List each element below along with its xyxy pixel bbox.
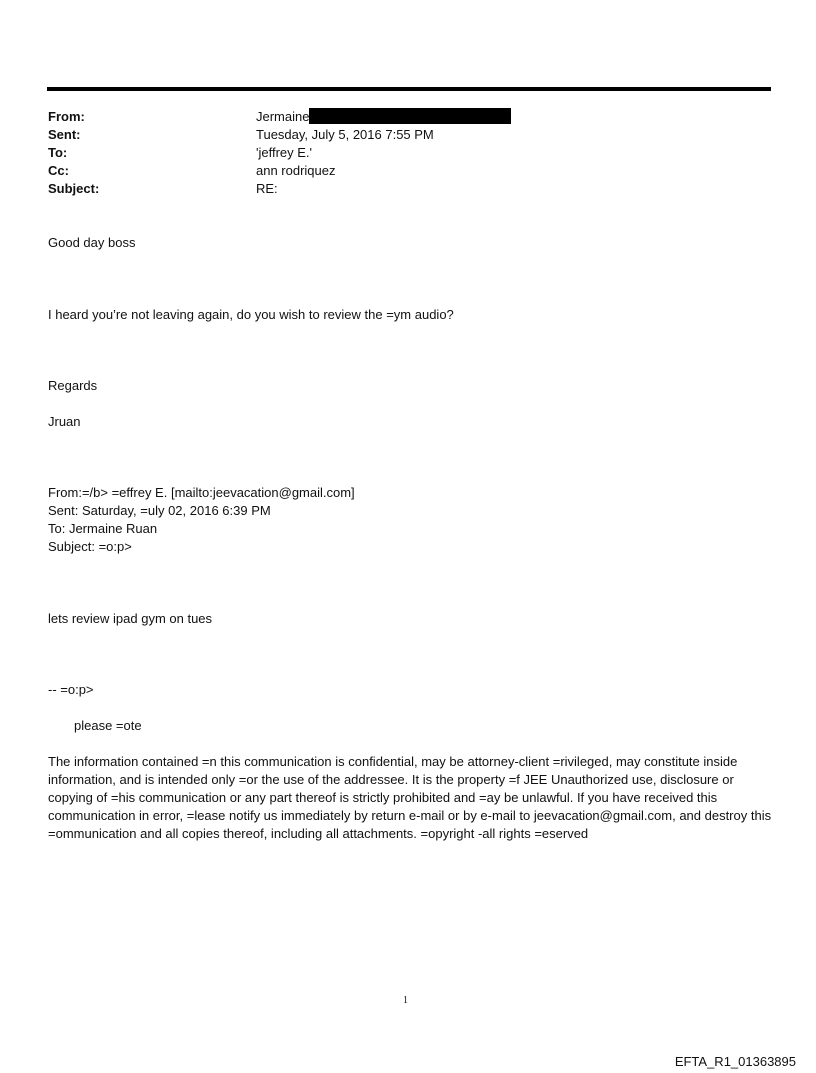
sent-label: Sent: <box>48 127 81 142</box>
quoted-subject-line: Subject: =o:p> <box>48 539 132 554</box>
from-label: From: <box>48 109 85 124</box>
to-value: 'jeffrey E.' <box>256 145 313 160</box>
quoted-message: lets review ipad gym on tues <box>48 611 213 626</box>
header-to-row <box>48 144 768 162</box>
body-regards: Regards <box>48 378 98 393</box>
header-rule <box>47 87 771 91</box>
from-value <box>256 108 511 126</box>
subject-label: Subject: <box>48 181 100 196</box>
header-cc-row <box>48 162 768 180</box>
body-greeting: Good day boss <box>48 235 136 250</box>
quoted-to-line: To: Jermaine Ruan <box>48 521 158 536</box>
quoted-separator: -- =o:p> <box>48 682 94 697</box>
document-id: EFTA_R1_01363895 <box>674 1054 796 1069</box>
page-number: 1 <box>403 995 408 1006</box>
confidentiality-disclaimer: The information contained =n this communication is confidential, may be attorney-client =rivileged, may constitute inside information, and is intended only =or the use of the addressee. It is the property =f JEE Unauthorized use, disclosure or copying of =his communication or any part thereof is strictly prohibited and =ay be unlawful. If you have received this communication in error, =lease notify us immediately by return e-mail or by e-mail to jeevacation@gmail.com, and destroy this =ommunication and all copies thereof, including all attachments. =opyright -all rights =eserved <box>48 754 772 841</box>
header-from-row <box>48 108 768 126</box>
sent-value: Tuesday, July 5, 2016 7:55 PM <box>256 127 434 142</box>
header-subject-row <box>48 180 768 198</box>
redaction-bar <box>309 108 511 124</box>
cc-label: Cc: <box>48 163 69 178</box>
to-label: To: <box>48 145 68 160</box>
cc-value: ann rodriquez <box>256 163 336 178</box>
from-name: Jermaine <box>256 109 310 124</box>
body-question: I heard you’re not leaving again, do you wish to review the =ym audio? <box>48 307 454 322</box>
quoted-sent-line: Sent: Saturday, =uly 02, 2016 6:39 PM <box>48 503 271 518</box>
subject-value: RE: <box>256 181 278 196</box>
quoted-from-line: From:=/b> =effrey E. [mailto:jeevacation@gmail.com] <box>48 485 355 500</box>
body-signature: Jruan <box>48 414 81 429</box>
header-sent-row <box>48 126 768 144</box>
quoted-note: please =ote <box>74 718 142 733</box>
